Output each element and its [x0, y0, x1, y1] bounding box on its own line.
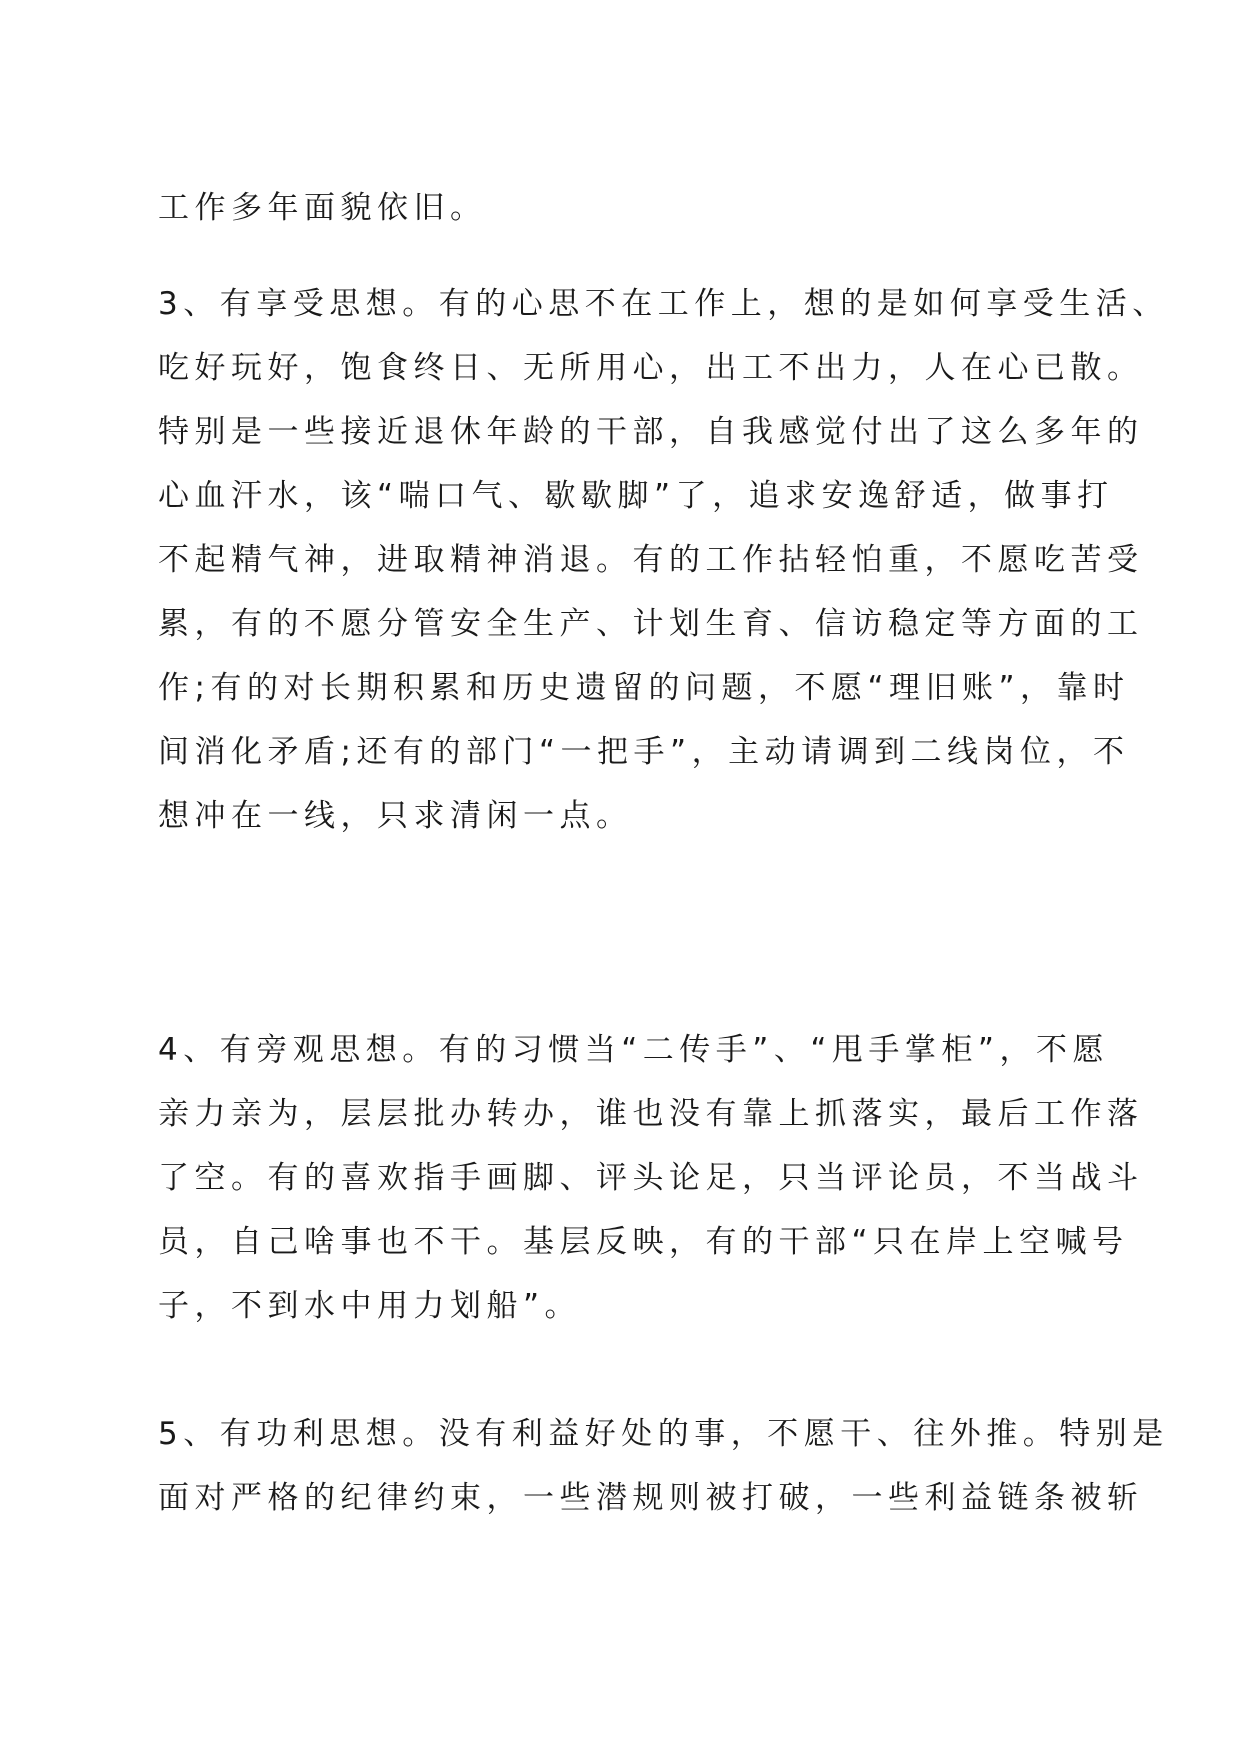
text-line: 作;有的对长期积累和历史遗留的问题，不愿“理旧账”，靠时 — [158, 670, 1130, 706]
paragraph-item-4 — [158, 1018, 1144, 1338]
text-line: 亲力亲为，层层批办转办，谁也没有靠上抓落实，最后工作落 — [158, 1096, 1144, 1132]
paragraph-item-5 — [158, 1402, 1169, 1530]
text-line: 面对严格的纪律约束，一些潜规则被打破，一些利益链条被斩 — [158, 1480, 1144, 1516]
text-line: 4、有旁观思想。有的习惯当“二传手”、“甩手掌柜”，不愿 — [158, 1032, 1109, 1068]
text-line: 心血汗水，该“喘口气、歇歇脚”了，追求安逸舒适，做事打 — [158, 478, 1114, 514]
text-line: 工作多年面貌依旧。 — [158, 190, 487, 226]
text-line: 累，有的不愿分管安全生产、计划生育、信访稳定等方面的工 — [158, 606, 1144, 642]
text-line: 想冲在一线，只求清闲一点。 — [158, 798, 633, 834]
paragraph-fragment-end — [158, 176, 1078, 240]
text-line: 不起精气神，进取精神消退。有的工作拈轻怕重，不愿吃苦受 — [158, 542, 1144, 578]
text-line: 子，不到水中用力划船”。 — [158, 1288, 582, 1324]
text-line: 5、有功利思想。没有利益好处的事，不愿干、往外推。特别是 — [158, 1416, 1169, 1452]
paragraph-item-3 — [158, 272, 1169, 848]
text-line: 吃好玩好，饱食终日、无所用心，出工不出力，人在心已散。 — [158, 350, 1144, 386]
text-line: 特别是一些接近退休年龄的干部，自我感觉付出了这么多年的 — [158, 414, 1144, 450]
text-line: 了空。有的喜欢指手画脚、评头论足，只当评论员，不当战斗 — [158, 1160, 1144, 1196]
text-line: 3、有享受思想。有的心思不在工作上，想的是如何享受生活、 — [158, 286, 1169, 322]
text-line: 员，自己啥事也不干。基层反映，有的干部“只在岸上空喊号 — [158, 1224, 1129, 1260]
text-line: 间消化矛盾;还有的部门“一把手”，主动请调到二线岗位，不 — [158, 734, 1130, 770]
